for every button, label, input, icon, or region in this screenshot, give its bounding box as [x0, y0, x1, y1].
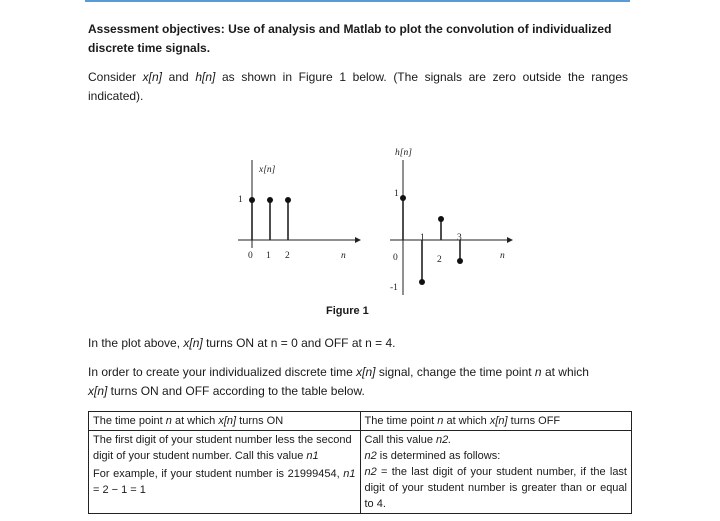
intro-text-1: Consider	[88, 70, 143, 84]
off-rule-line-1	[365, 432, 628, 448]
off-rule-line-2	[365, 448, 628, 464]
table-header-off	[360, 412, 632, 431]
xn-plot	[238, 160, 360, 261]
intro-hn: h[n]	[195, 70, 216, 84]
p3-line-2	[88, 382, 628, 401]
hn-stem-dot-1	[419, 279, 425, 285]
off-rule-line-3	[365, 464, 628, 512]
th-on-text-3: turns ON	[236, 415, 284, 427]
hn-y-tick-neg1: -1	[390, 283, 398, 293]
table-header-row	[89, 412, 632, 431]
xn-x-tick-2: 2	[285, 251, 290, 261]
th-off-text-1: The time point	[364, 415, 438, 427]
xn-stem-dot-1	[267, 197, 273, 203]
th-off-xn: x[n]	[489, 415, 508, 427]
p3-xn: x[n]	[356, 365, 376, 379]
xn-x-tick-0: 0	[248, 251, 253, 261]
hn-x-tick-2: 2	[437, 255, 442, 265]
p2-text-2: turns ON at n = 0 and OFF at n = 4.	[202, 336, 396, 350]
table-row	[89, 431, 632, 514]
intro-text-3: as shown in Figure 1 below. (The signals are zero outside the ranges indicated).	[88, 70, 628, 103]
xn-stem-dot-2	[285, 197, 291, 203]
hn-x-tick-0: 0	[393, 253, 398, 263]
p3-text-4: turns ON and OFF according to the table below.	[107, 384, 365, 398]
xn-x-tick-1: 1	[266, 251, 271, 261]
hn-y-tick-1: 1	[394, 189, 399, 199]
p3-n: n	[534, 365, 542, 379]
th-on-n: n	[165, 415, 172, 427]
on-rule-var: n1	[306, 450, 319, 462]
p3-text-3: at which	[541, 365, 589, 379]
hn-axis-label: n	[500, 251, 505, 261]
off-rule-text-1: Call this value	[364, 434, 437, 446]
on-rule-body: The first digit of your student number less the second digit of your student number. Call this value	[93, 434, 352, 462]
hn-x-tick-1: 1	[420, 233, 425, 243]
on-example-var: n1	[343, 468, 356, 480]
th-on-xn: x[n]	[218, 415, 237, 427]
off-rule-var-1: n2.	[436, 434, 452, 446]
xn-y-tick-1: 1	[238, 195, 243, 205]
off-rule-var-3: n2	[364, 466, 377, 478]
p3-line-1	[88, 363, 628, 382]
p3-xn-2: x[n]	[88, 384, 108, 398]
p3-text-1: In order to create your individualized discrete time	[88, 365, 357, 379]
xn-axis-label: n	[341, 251, 346, 261]
table-cell-off-rule	[360, 431, 632, 514]
th-on-text-2: at which	[171, 415, 219, 427]
hn-x-tick-3: 3	[457, 233, 462, 243]
table-header-on	[89, 412, 361, 431]
paragraph-on-off	[88, 334, 628, 353]
p2-xn: x[n]	[183, 336, 203, 350]
off-rule-var-2: n2	[364, 450, 377, 462]
p2-text-1: In the plot above,	[88, 336, 184, 350]
th-on-text-1: The time point	[93, 415, 166, 427]
th-off-n: n	[437, 415, 444, 427]
hn-plot-label: h[n]	[395, 148, 412, 158]
hn-stem-dot-3	[457, 258, 463, 264]
figure-caption: Figure 1	[326, 305, 369, 317]
hn-plot	[390, 148, 512, 295]
paragraph-individualize	[88, 363, 628, 401]
table-cell-on-rule	[89, 431, 361, 514]
xn-stem-dot-0	[249, 197, 255, 203]
on-off-table	[88, 411, 632, 514]
on-example-text: For example, if your student number is 21999454,	[93, 468, 344, 480]
xn-plot-label: x[n]	[259, 165, 276, 175]
on-rule-text	[93, 432, 356, 464]
xn-stems	[249, 197, 291, 240]
intro-text-2: and	[162, 70, 196, 84]
hn-stem-dot-2	[438, 216, 444, 222]
on-example-eq: = 2 − 1 = 1	[93, 484, 146, 496]
off-rule-text-3: = the last digit of your student number, if the last digit of your student number is greater than or equal to 4.	[364, 466, 627, 510]
intro-xn: x[n]	[142, 70, 163, 84]
off-rule-text-2: is determined as follows:	[376, 450, 501, 462]
on-rule-example	[93, 466, 356, 498]
th-off-text-3: turns OFF	[507, 415, 561, 427]
hn-stem-dot-0	[400, 195, 406, 201]
p3-text-2: signal, change the time point	[375, 365, 535, 379]
th-off-text-2: at which	[443, 415, 490, 427]
heading-line-2: discrete time signals.	[88, 41, 211, 55]
heading-line-1: Assessment objectives: Use of analysis and Matlab to plot the convolution of individualized	[88, 22, 612, 36]
